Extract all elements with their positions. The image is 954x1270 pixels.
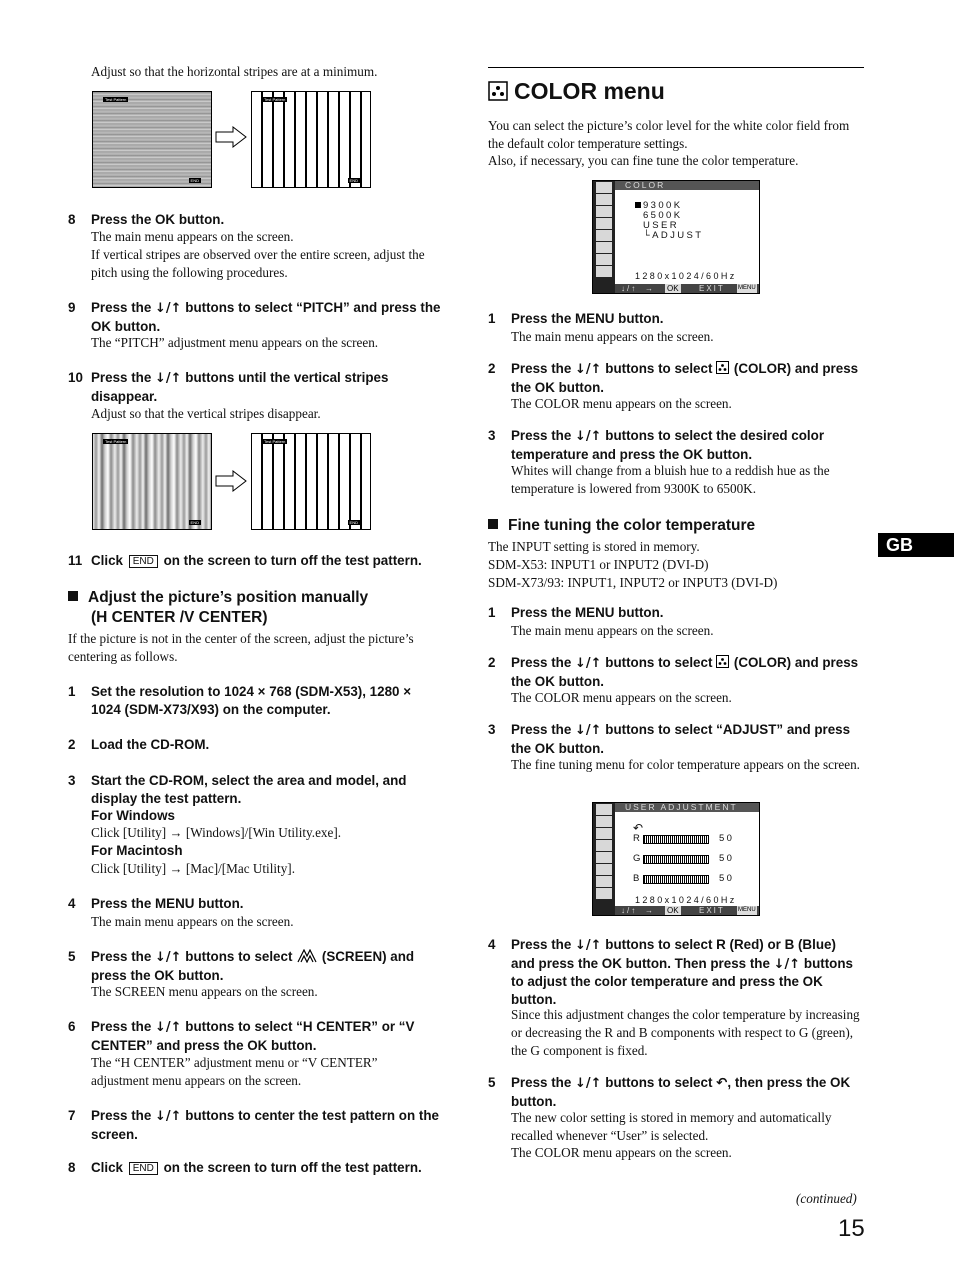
vertical-stripes-pattern: Test Pattern END: [92, 433, 212, 530]
down-up-arrows-icon: ↓/↑: [575, 362, 602, 377]
clean-stripes-pattern: Test Pattern END: [251, 433, 371, 530]
macintosh-instructions: Click [Utility] → [Mac]/[Mac Utility].: [91, 861, 295, 876]
step-title: Press the ↓/↑ buttons to select (COLOR) and press the OK button.: [511, 361, 859, 395]
page-number: 15: [838, 1215, 865, 1242]
step-body: Adjust so that the vertical stripes disappear.: [91, 406, 321, 421]
down-up-arrows-icon: ↓/↑: [155, 371, 182, 386]
step-title: Click END on the screen to turn off the test pattern.: [91, 553, 422, 568]
step-number: 5: [488, 1075, 496, 1090]
return-icon: ↶: [716, 1076, 728, 1091]
step-title: Click END on the screen to turn off the test pattern.: [91, 1160, 422, 1175]
step-title: Press the OK button.: [91, 212, 225, 227]
step-body: The COLOR menu appears on the screen.: [511, 690, 732, 705]
down-up-arrows-icon: ↓/↑: [575, 429, 602, 444]
step-title: Press the MENU button.: [91, 896, 244, 911]
step-number: 1: [68, 684, 76, 699]
intro-text: Also, if necessary, you can fine tune the color temperature.: [488, 153, 799, 168]
macintosh-label: For Macintosh: [91, 843, 183, 858]
osd-option: 6500K: [643, 210, 683, 221]
step-title: Set the resolution to 1024 × 768 (SDM-X53), 1280 × 1024 (SDM-X73/X93) on the computer.: [91, 684, 412, 717]
step-number: 2: [488, 361, 496, 376]
osd-title: COLOR: [615, 181, 759, 190]
osd-resolution: 1280x1024/60Hz: [635, 271, 737, 281]
step-body: The main menu appears on the screen.: [91, 229, 294, 244]
osd-resolution: 1280x1024/60Hz: [635, 895, 737, 905]
step-number: 7: [68, 1108, 76, 1123]
step-number: 5: [68, 949, 76, 964]
step-body: The fine tuning menu for color temperature appears on the screen.: [511, 757, 860, 772]
step-body: The main menu appears on the screen.: [511, 329, 714, 344]
user-adjustment-osd: [592, 802, 760, 916]
horizontal-stripes-pattern: Test Pattern END: [92, 91, 212, 188]
step-number: 4: [488, 937, 496, 952]
osd-option: 9300K: [635, 201, 682, 212]
step-title: Press the ↓/↑ buttons until the vertical stripes disappear.: [91, 370, 389, 404]
step-number: 3: [488, 428, 496, 443]
r-slider: [643, 835, 709, 844]
step-title: Press the MENU button.: [511, 605, 664, 620]
subsection-body: SDM-X73/93: INPUT1, INPUT2 or INPUT3 (DVI-D): [488, 575, 778, 590]
osd-footer: ↓/↑ → OK EXIT MENU: [615, 906, 759, 915]
step-number: 11: [68, 553, 83, 568]
color-icon: [716, 655, 730, 668]
color-icon: [488, 81, 508, 101]
down-up-arrows-icon: ↓/↑: [575, 656, 602, 671]
osd-option: USER: [643, 220, 679, 231]
language-tab: GB: [878, 533, 954, 557]
section-body: If the picture is not in the center of the screen, adjust the picture’s centering as follows.: [68, 631, 414, 664]
bullet-square-icon: [68, 591, 78, 601]
step-body: The “PITCH” adjustment menu appears on the screen.: [91, 335, 379, 350]
end-key-icon: END: [129, 1162, 158, 1175]
step-title: Press the ↓/↑ buttons to select “ADJUST” and press the OK button.: [511, 722, 851, 756]
down-up-arrows-icon: ↓/↑: [155, 1020, 182, 1035]
down-up-arrows-icon: ↓/↑: [155, 1109, 182, 1124]
step-title: Press the ↓/↑ buttons to select the desired color temperature and press the OK button.: [511, 428, 825, 462]
section-heading-line2: (H CENTER /V CENTER): [91, 609, 268, 626]
step-body: Since this adjustment changes the color temperature by increasing or decreasing the R and B components with respect to G (green), the G component is fixed.: [511, 1007, 860, 1058]
step-number: 10: [68, 370, 83, 385]
down-up-arrows-icon: ↓/↑: [575, 1076, 602, 1091]
step-body: The main menu appears on the screen.: [511, 623, 714, 638]
step-body: The COLOR menu appears on the screen.: [511, 396, 732, 411]
arrow-right-icon: [215, 126, 247, 148]
screen-icon: [296, 949, 318, 963]
step-number: 1: [488, 311, 496, 326]
step-number: 9: [68, 300, 76, 315]
subsection-body: SDM-X53: INPUT1 or INPUT2 (DVI-D): [488, 557, 709, 572]
down-up-arrows-icon: ↓/↑: [575, 938, 602, 953]
step-title: Press the MENU button.: [511, 311, 664, 326]
step-body: The new color setting is stored in memory and automatically recalled whenever “User” is selected.: [511, 1110, 832, 1143]
color-menu-osd: [592, 180, 760, 294]
section-rule: [488, 67, 864, 68]
step-title: Press the ↓/↑ buttons to select “PITCH” and press the OK button.: [91, 300, 441, 334]
return-icon: ↶: [633, 821, 646, 835]
selected-marker-icon: [635, 202, 641, 208]
step-number: 1: [488, 605, 496, 620]
osd-title: USER ADJUSTMENT: [615, 803, 759, 812]
end-key-icon: END: [129, 555, 158, 568]
intro-text: You can select the picture’s color level for the white color field from the default color temperature settings.: [488, 118, 850, 151]
color-icon: [716, 361, 730, 374]
page-title: COLOR menu: [488, 77, 665, 105]
intro-text: Adjust so that the horizontal stripes are at a minimum.: [91, 64, 378, 79]
step-body: The COLOR menu appears on the screen.: [511, 1145, 732, 1160]
step-body: The “H CENTER” adjustment menu or “V CENTER” adjustment menu appears on the screen.: [91, 1055, 378, 1088]
step-number: 8: [68, 1160, 76, 1175]
continued-note: (continued): [796, 1191, 857, 1206]
bullet-square-icon: [488, 519, 498, 529]
step-number: 6: [68, 1019, 76, 1034]
section-heading: Adjust the picture’s position manually: [68, 588, 368, 608]
r-label: R: [633, 833, 643, 844]
clean-stripes-pattern: Test Pattern END: [251, 91, 371, 188]
down-up-arrows-icon: ↓/↑: [155, 301, 182, 316]
windows-label: For Windows: [91, 808, 175, 823]
step-body: Whites will change from a bluish hue to a reddish hue as the temperature is lowered from 9300K to 6500K.: [511, 463, 830, 496]
step-body: The SCREEN menu appears on the screen.: [91, 984, 318, 999]
b-value: 50: [719, 873, 735, 884]
step-number: 4: [68, 896, 76, 911]
g-value: 50: [719, 853, 735, 864]
step-number: 3: [68, 773, 76, 788]
step-title: Press the ↓/↑ buttons to select ↶, then press the OK button.: [511, 1075, 851, 1109]
step-title: Press the ↓/↑ buttons to select (SCREEN) and press the OK button.: [91, 949, 415, 983]
down-up-arrows-icon: ↓/↑: [773, 956, 801, 972]
g-label: G: [633, 853, 643, 864]
step-number: 8: [68, 212, 76, 227]
osd-option: └ADJUST: [643, 230, 704, 241]
step-title: Press the ↓/↑ buttons to select “H CENTER” or “V CENTER” and press the OK button.: [91, 1019, 415, 1053]
windows-instructions: Click [Utility] → [Windows]/[Win Utility.exe].: [91, 825, 342, 840]
arrow-right-icon: [215, 470, 247, 492]
step-number: 2: [68, 737, 76, 752]
subsection-heading: Fine tuning the color temperature: [488, 516, 755, 536]
osd-footer: ↓/↑ → OK EXIT MENU: [615, 284, 759, 293]
step-title: Load the CD-ROM.: [91, 737, 210, 752]
step-title: Start the CD-ROM, select the area and model, and display the test pattern.: [91, 773, 407, 806]
b-slider: [643, 875, 709, 884]
down-up-arrows-icon: ↓/↑: [155, 950, 182, 965]
down-up-arrows-icon: ↓/↑: [575, 723, 602, 738]
subsection-body: The INPUT setting is stored in memory.: [488, 539, 700, 554]
osd-sidebar: [593, 803, 615, 915]
step-title: Press the ↓/↑ buttons to select (COLOR) and press the OK button.: [511, 655, 859, 689]
step-title: Press the ↓/↑ buttons to select R (Red) or B (Blue) and press the OK button. Then press the ↓/↑ buttons to adjust the color temperature and press the OK button.: [511, 937, 853, 1007]
g-slider: [643, 855, 709, 864]
step-body: The main menu appears on the screen.: [91, 914, 294, 929]
step-number: 2: [488, 655, 496, 670]
step-title: Press the ↓/↑ buttons to center the test pattern on the screen.: [91, 1108, 439, 1142]
step-number: 3: [488, 722, 496, 737]
b-label: B: [633, 873, 642, 884]
step-body: If vertical stripes are observed over the entire screen, adjust the pitch using the following procedures.: [91, 247, 425, 280]
osd-sidebar: [593, 181, 615, 293]
r-value: 50: [719, 833, 735, 844]
